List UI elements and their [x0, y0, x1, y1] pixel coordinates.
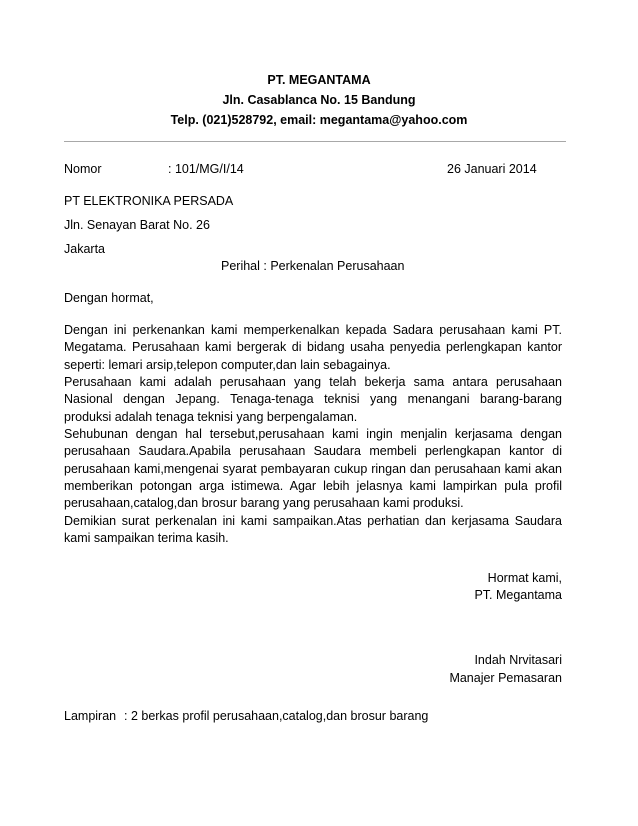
closing-company: PT. Megantama [474, 588, 562, 602]
letterhead-divider [64, 141, 566, 142]
company-name: PT. MEGANTAMA [267, 73, 371, 87]
company-contact: Telp. (021)528792, email: megantama@yahoo.com [170, 113, 468, 127]
nomor-line [64, 161, 244, 178]
nomor-label: Nomor [64, 162, 102, 176]
attachment-line [64, 708, 429, 725]
company-address: Jln. Casablanca No. 15 Bandung [222, 93, 416, 107]
body-paragraph: Dengan ini perkenankan kami memperkenalkan kepada Sadara perusahaan kami PT. Megatama. Perusahaan kami bergerak di bidang usaha penyedia perlengkapan kantor seperti: lemari arsip,telepon computer,dan lain sebagainya. [64, 323, 562, 372]
signer-name: Indah Nrvitasari [474, 653, 562, 667]
body-paragraph: Sehubunan dengan hal tersebut,perusahaan kami ingin menjalin kerjasama dengan perusahaan Saudara.Apabila perusahaan Saudara membeli perlengkapan kantor di perusahaan kami,mengenai syarat pembayaran cukup ringan dan perusahaan kami akan memberikan potongan arga istimewa. Agar lebih jelasnya kami lampirkan pula profil perusahaan,catalog,dan brosur barang yang perusahaan kami produksi. [64, 427, 562, 511]
closing-greeting: Hormat kami, [487, 571, 562, 585]
body-paragraph: Demikian surat perkenalan ini kami sampaikan.Atas perhatian dan kerjasama Saudara kami sampaikan terima kasih. [64, 513, 562, 546]
letter-body [64, 322, 562, 547]
letter-date: 26 Januari 2014 [447, 162, 537, 176]
recipient-name: PT ELEKTRONIKA PERSADA [64, 194, 234, 208]
attachment-label: Lampiran [64, 709, 117, 723]
subject-line: Perihal : Perkenalan Perusahaan [221, 259, 405, 273]
salutation: Dengan hormat, [64, 291, 154, 305]
body-paragraph: Perusahaan kami adalah perusahaan yang telah bekerja sama antara perusahaan Nasional dengan Jepang. Tenaga-tenaga teknisi yang menangani barang-barang produksi adalah tenaga teknisi yang berpengalaman. [64, 375, 562, 424]
recipient-city: Jakarta [64, 242, 105, 256]
attachment-value: : 2 berkas profil perusahaan,catalog,dan brosur barang [124, 709, 429, 723]
recipient-street: Jln. Senayan Barat No. 26 [64, 218, 210, 232]
nomor-value: : 101/MG/I/14 [168, 162, 244, 176]
signer-title: Manajer Pemasaran [449, 671, 562, 685]
